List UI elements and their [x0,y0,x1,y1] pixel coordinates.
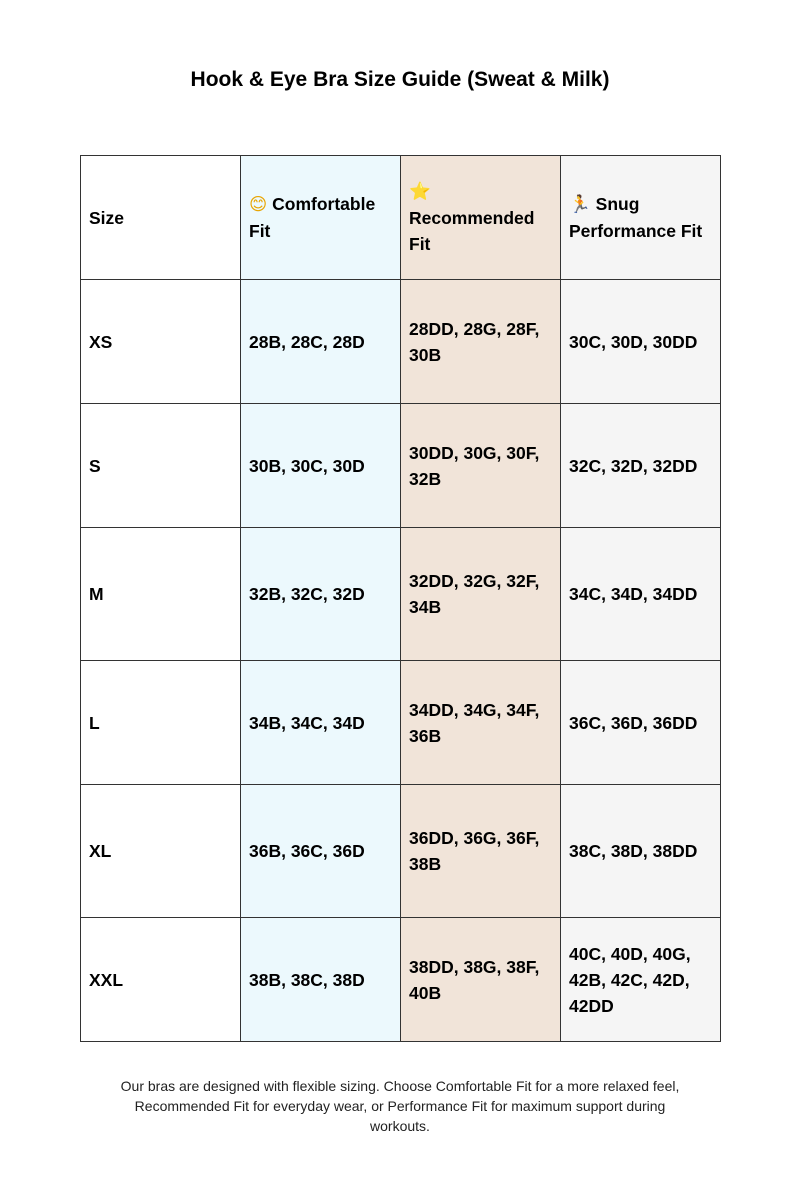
size-guide-table [80,155,721,1042]
header-comfortable-label: Comfortable Fit [249,194,376,241]
comfortable-cell: 38B, 38C, 38D [241,918,401,1042]
header-snug-label: Snug Performance Fit [569,194,703,241]
comfortable-cell: 28B, 28C, 28D [241,280,401,404]
recommended-cell: 32DD, 32G, 32F, 34B [401,528,561,661]
table-row [81,661,721,785]
size-cell: S [81,404,241,528]
size-cell: M [81,528,241,661]
recommended-cell: 34DD, 34G, 34F, 36B [401,661,561,785]
smile-icon: 😊 [249,195,268,215]
footnote: Our bras are designed with flexible sizing. Choose Comfortable Fit for a more relaxed feel, Recommended Fit for everyday wear, or Performance Fit for maximum support during workouts. [120,1078,680,1134]
runner-icon: 🏃 [569,195,591,215]
recommended-cell: 28DD, 28G, 28F, 30B [401,280,561,404]
snug-cell: 34C, 34D, 34DD [561,528,721,661]
size-cell: XS [81,280,241,404]
comfortable-cell: 34B, 34C, 34D [241,661,401,785]
recommended-cell: 30DD, 30G, 30F, 32B [401,404,561,528]
table-row [81,918,721,1042]
table-row [81,528,721,661]
recommended-cell: 36DD, 36G, 36F, 38B [401,785,561,918]
page-title: Hook & Eye Bra Size Guide (Sweat & Milk) [190,68,610,91]
header-comfortable-fit [241,156,401,280]
header-size-label: Size [89,207,125,228]
header-recommended-label: Recommended Fit [409,208,535,254]
snug-cell: 32C, 32D, 32DD [561,404,721,528]
header-snug-performance-fit [561,156,721,280]
snug-cell: 40C, 40D, 40G, 42B, 42C, 42D, 42DD [561,918,721,1042]
snug-cell: 30C, 30D, 30DD [561,280,721,404]
comfortable-cell: 30B, 30C, 30D [241,404,401,528]
recommended-cell: 38DD, 38G, 38F, 40B [401,918,561,1042]
header-size [81,156,241,280]
star-icon: ⭐ [409,182,431,202]
size-cell: XL [81,785,241,918]
snug-cell: 38C, 38D, 38DD [561,785,721,918]
table-header-row [81,156,721,280]
header-recommended-fit [401,156,561,280]
comfortable-cell: 32B, 32C, 32D [241,528,401,661]
snug-cell: 36C, 36D, 36DD [561,661,721,785]
comfortable-cell: 36B, 36C, 36D [241,785,401,918]
size-cell: L [81,661,241,785]
size-cell: XXL [81,918,241,1042]
table-row [81,785,721,918]
table-row [81,280,721,404]
table-row [81,404,721,528]
